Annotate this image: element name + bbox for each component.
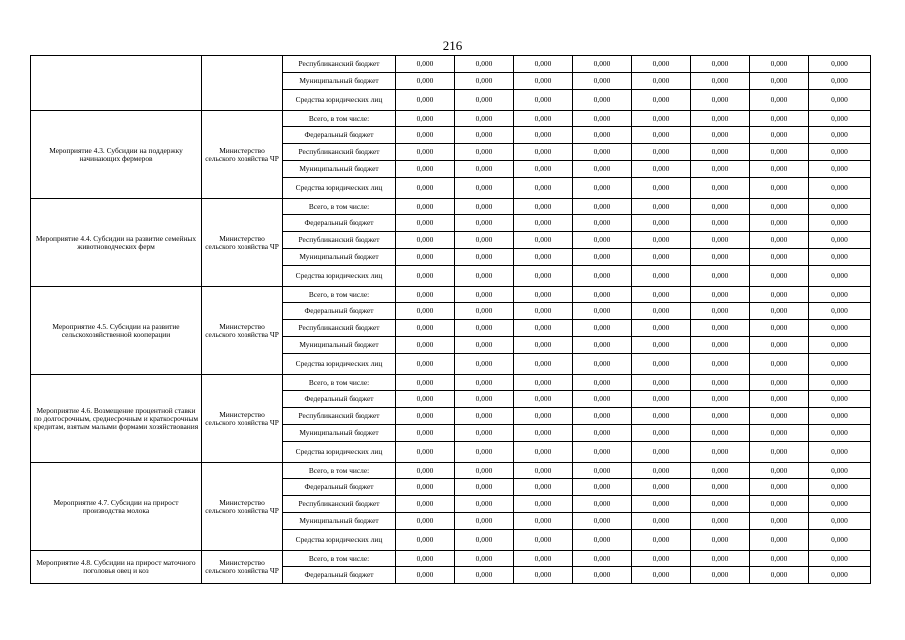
table-row xyxy=(31,199,871,215)
funding-source-federal: Федеральный бюджет xyxy=(283,215,396,232)
value-cell: 0,000 xyxy=(396,530,455,551)
value-cell: 0,000 xyxy=(750,375,809,391)
value-cell: 0,000 xyxy=(632,408,691,425)
funding-source-federal: Федеральный бюджет xyxy=(283,479,396,496)
value-cell: 0,000 xyxy=(573,551,632,567)
value-cell: 0,000 xyxy=(632,303,691,320)
page-number: 216 xyxy=(442,38,463,53)
value-cell: 0,000 xyxy=(691,144,750,161)
value-cell: 0,000 xyxy=(750,303,809,320)
funding-source-republic: Республиканский бюджет xyxy=(283,232,396,249)
table-row xyxy=(31,375,871,391)
value-cell: 0,000 xyxy=(750,354,809,375)
value-cell: 0,000 xyxy=(455,215,514,232)
funding-source-republic: Республиканский бюджет xyxy=(283,496,396,513)
value-cell: 0,000 xyxy=(691,249,750,266)
value-cell: 0,000 xyxy=(691,303,750,320)
funding-source-total: Всего, в том числе: xyxy=(283,551,396,567)
executor: Министерство сельского хозяйства ЧР xyxy=(202,199,283,287)
value-cell: 0,000 xyxy=(514,90,573,111)
value-cell: 0,000 xyxy=(514,199,573,215)
value-cell: 0,000 xyxy=(632,425,691,442)
value-cell: 0,000 xyxy=(514,337,573,354)
funding-source-legal: Средства юридических лиц xyxy=(283,178,396,199)
funding-source-republic: Республиканский бюджет xyxy=(283,408,396,425)
value-cell: 0,000 xyxy=(809,425,871,442)
value-cell: 0,000 xyxy=(573,375,632,391)
value-cell: 0,000 xyxy=(691,56,750,73)
value-cell: 0,000 xyxy=(809,266,871,287)
value-cell: 0,000 xyxy=(455,375,514,391)
value-cell: 0,000 xyxy=(396,266,455,287)
value-cell: 0,000 xyxy=(691,408,750,425)
value-cell: 0,000 xyxy=(396,199,455,215)
measure-name: Мероприятие 4.3. Субсидии на поддержку начинающих фермеров xyxy=(31,111,202,199)
value-cell: 0,000 xyxy=(809,463,871,479)
value-cell: 0,000 xyxy=(809,496,871,513)
value-cell: 0,000 xyxy=(396,232,455,249)
value-cell: 0,000 xyxy=(809,442,871,463)
value-cell: 0,000 xyxy=(396,178,455,199)
value-cell: 0,000 xyxy=(514,408,573,425)
value-cell: 0,000 xyxy=(514,442,573,463)
executor-continued xyxy=(202,56,283,111)
value-cell: 0,000 xyxy=(396,90,455,111)
funding-source-total: Всего, в том числе: xyxy=(283,111,396,127)
value-cell: 0,000 xyxy=(514,425,573,442)
value-cell: 0,000 xyxy=(750,90,809,111)
value-cell: 0,000 xyxy=(632,442,691,463)
value-cell: 0,000 xyxy=(750,530,809,551)
value-cell: 0,000 xyxy=(455,199,514,215)
value-cell: 0,000 xyxy=(691,111,750,127)
value-cell: 0,000 xyxy=(809,513,871,530)
funding-source-municipal: Муниципальный бюджет xyxy=(283,337,396,354)
measure-name: Мероприятие 4.7. Субсидии на прирост производства молока xyxy=(31,463,202,551)
value-cell: 0,000 xyxy=(691,479,750,496)
value-cell: 0,000 xyxy=(632,111,691,127)
executor: Министерство сельского хозяйства ЧР xyxy=(202,463,283,551)
value-cell: 0,000 xyxy=(455,287,514,303)
value-cell: 0,000 xyxy=(396,513,455,530)
value-cell: 0,000 xyxy=(396,127,455,144)
value-cell: 0,000 xyxy=(750,567,809,584)
measure-name: Мероприятие 4.8. Субсидии на прирост маточного поголовья овец и коз xyxy=(31,551,202,584)
value-cell: 0,000 xyxy=(396,354,455,375)
value-cell: 0,000 xyxy=(809,375,871,391)
funding-source-federal: Федеральный бюджет xyxy=(283,567,396,584)
value-cell: 0,000 xyxy=(750,337,809,354)
value-cell: 0,000 xyxy=(750,232,809,249)
value-cell: 0,000 xyxy=(809,551,871,567)
value-cell: 0,000 xyxy=(455,496,514,513)
value-cell: 0,000 xyxy=(455,249,514,266)
value-cell: 0,000 xyxy=(632,199,691,215)
value-cell: 0,000 xyxy=(632,530,691,551)
value-cell: 0,000 xyxy=(750,463,809,479)
value-cell: 0,000 xyxy=(455,90,514,111)
value-cell: 0,000 xyxy=(514,496,573,513)
value-cell: 0,000 xyxy=(514,479,573,496)
value-cell: 0,000 xyxy=(573,425,632,442)
value-cell: 0,000 xyxy=(750,320,809,337)
value-cell: 0,000 xyxy=(809,303,871,320)
value-cell: 0,000 xyxy=(573,320,632,337)
value-cell: 0,000 xyxy=(514,530,573,551)
value-cell: 0,000 xyxy=(750,56,809,73)
value-cell: 0,000 xyxy=(514,249,573,266)
value-cell: 0,000 xyxy=(573,215,632,232)
value-cell: 0,000 xyxy=(632,567,691,584)
value-cell: 0,000 xyxy=(632,249,691,266)
funding-source-legal: Средства юридических лиц xyxy=(283,90,396,111)
value-cell: 0,000 xyxy=(632,551,691,567)
value-cell: 0,000 xyxy=(396,144,455,161)
value-cell: 0,000 xyxy=(750,215,809,232)
value-cell: 0,000 xyxy=(809,161,871,178)
value-cell: 0,000 xyxy=(691,442,750,463)
value-cell: 0,000 xyxy=(396,567,455,584)
value-cell: 0,000 xyxy=(809,232,871,249)
value-cell: 0,000 xyxy=(455,513,514,530)
value-cell: 0,000 xyxy=(750,266,809,287)
value-cell: 0,000 xyxy=(514,73,573,90)
value-cell: 0,000 xyxy=(396,496,455,513)
value-cell: 0,000 xyxy=(455,551,514,567)
value-cell: 0,000 xyxy=(809,73,871,90)
value-cell: 0,000 xyxy=(691,375,750,391)
value-cell: 0,000 xyxy=(691,127,750,144)
value-cell: 0,000 xyxy=(514,567,573,584)
value-cell: 0,000 xyxy=(809,391,871,408)
value-cell: 0,000 xyxy=(750,513,809,530)
value-cell: 0,000 xyxy=(691,354,750,375)
value-cell: 0,000 xyxy=(514,303,573,320)
value-cell: 0,000 xyxy=(691,178,750,199)
value-cell: 0,000 xyxy=(514,215,573,232)
value-cell: 0,000 xyxy=(573,463,632,479)
table-row xyxy=(31,56,871,73)
funding-source-republic: Республиканский бюджет xyxy=(283,144,396,161)
value-cell: 0,000 xyxy=(809,567,871,584)
funding-source-legal: Средства юридических лиц xyxy=(283,442,396,463)
value-cell: 0,000 xyxy=(396,56,455,73)
value-cell: 0,000 xyxy=(573,111,632,127)
value-cell: 0,000 xyxy=(455,463,514,479)
value-cell: 0,000 xyxy=(396,215,455,232)
value-cell: 0,000 xyxy=(455,144,514,161)
value-cell: 0,000 xyxy=(750,127,809,144)
value-cell: 0,000 xyxy=(632,232,691,249)
value-cell: 0,000 xyxy=(396,111,455,127)
value-cell: 0,000 xyxy=(691,199,750,215)
value-cell: 0,000 xyxy=(809,320,871,337)
value-cell: 0,000 xyxy=(514,127,573,144)
value-cell: 0,000 xyxy=(750,287,809,303)
value-cell: 0,000 xyxy=(396,287,455,303)
value-cell: 0,000 xyxy=(750,391,809,408)
funding-source-legal: Средства юридических лиц xyxy=(283,266,396,287)
table-row xyxy=(31,287,871,303)
value-cell: 0,000 xyxy=(750,161,809,178)
value-cell: 0,000 xyxy=(455,567,514,584)
value-cell: 0,000 xyxy=(573,408,632,425)
value-cell: 0,000 xyxy=(750,551,809,567)
value-cell: 0,000 xyxy=(514,391,573,408)
value-cell: 0,000 xyxy=(396,73,455,90)
value-cell: 0,000 xyxy=(455,303,514,320)
value-cell: 0,000 xyxy=(396,425,455,442)
funding-source-total: Всего, в том числе: xyxy=(283,199,396,215)
value-cell: 0,000 xyxy=(809,178,871,199)
value-cell: 0,000 xyxy=(691,161,750,178)
value-cell: 0,000 xyxy=(809,90,871,111)
value-cell: 0,000 xyxy=(809,56,871,73)
value-cell: 0,000 xyxy=(632,161,691,178)
value-cell: 0,000 xyxy=(632,354,691,375)
value-cell: 0,000 xyxy=(455,127,514,144)
value-cell: 0,000 xyxy=(691,337,750,354)
funding-source-republic: Республиканский бюджет xyxy=(283,320,396,337)
value-cell: 0,000 xyxy=(514,178,573,199)
value-cell: 0,000 xyxy=(573,530,632,551)
funding-source-federal: Федеральный бюджет xyxy=(283,127,396,144)
value-cell: 0,000 xyxy=(573,442,632,463)
value-cell: 0,000 xyxy=(455,232,514,249)
value-cell: 0,000 xyxy=(573,90,632,111)
value-cell: 0,000 xyxy=(691,551,750,567)
value-cell: 0,000 xyxy=(632,513,691,530)
value-cell: 0,000 xyxy=(632,144,691,161)
value-cell: 0,000 xyxy=(573,391,632,408)
value-cell: 0,000 xyxy=(455,391,514,408)
value-cell: 0,000 xyxy=(691,266,750,287)
value-cell: 0,000 xyxy=(809,408,871,425)
value-cell: 0,000 xyxy=(809,215,871,232)
value-cell: 0,000 xyxy=(750,249,809,266)
value-cell: 0,000 xyxy=(750,178,809,199)
value-cell: 0,000 xyxy=(573,232,632,249)
value-cell: 0,000 xyxy=(750,479,809,496)
value-cell: 0,000 xyxy=(514,144,573,161)
value-cell: 0,000 xyxy=(455,178,514,199)
table-row xyxy=(31,111,871,127)
value-cell: 0,000 xyxy=(573,354,632,375)
value-cell: 0,000 xyxy=(455,161,514,178)
funding-source-legal: Средства юридических лиц xyxy=(283,530,396,551)
value-cell: 0,000 xyxy=(632,266,691,287)
value-cell: 0,000 xyxy=(573,127,632,144)
funding-source-municipal: Муниципальный бюджет xyxy=(283,73,396,90)
value-cell: 0,000 xyxy=(750,111,809,127)
value-cell: 0,000 xyxy=(691,215,750,232)
value-cell: 0,000 xyxy=(691,232,750,249)
value-cell: 0,000 xyxy=(691,496,750,513)
value-cell: 0,000 xyxy=(750,496,809,513)
value-cell: 0,000 xyxy=(809,479,871,496)
value-cell: 0,000 xyxy=(691,73,750,90)
value-cell: 0,000 xyxy=(573,303,632,320)
value-cell: 0,000 xyxy=(632,73,691,90)
value-cell: 0,000 xyxy=(573,513,632,530)
value-cell: 0,000 xyxy=(632,496,691,513)
value-cell: 0,000 xyxy=(809,354,871,375)
value-cell: 0,000 xyxy=(809,287,871,303)
funding-source-republic: Республиканский бюджет xyxy=(283,56,396,73)
value-cell: 0,000 xyxy=(573,144,632,161)
value-cell: 0,000 xyxy=(396,463,455,479)
table-row xyxy=(31,551,871,567)
funding-source-total: Всего, в том числе: xyxy=(283,287,396,303)
value-cell: 0,000 xyxy=(455,320,514,337)
value-cell: 0,000 xyxy=(573,337,632,354)
value-cell: 0,000 xyxy=(632,320,691,337)
value-cell: 0,000 xyxy=(750,73,809,90)
value-cell: 0,000 xyxy=(632,90,691,111)
value-cell: 0,000 xyxy=(514,463,573,479)
value-cell: 0,000 xyxy=(396,551,455,567)
value-cell: 0,000 xyxy=(573,249,632,266)
value-cell: 0,000 xyxy=(632,463,691,479)
funding-source-legal: Средства юридических лиц xyxy=(283,354,396,375)
value-cell: 0,000 xyxy=(750,199,809,215)
value-cell: 0,000 xyxy=(632,215,691,232)
funding-source-total: Всего, в том числе: xyxy=(283,375,396,391)
value-cell: 0,000 xyxy=(396,375,455,391)
value-cell: 0,000 xyxy=(691,513,750,530)
executor: Министерство сельского хозяйства ЧР xyxy=(202,375,283,463)
value-cell: 0,000 xyxy=(632,337,691,354)
value-cell: 0,000 xyxy=(455,442,514,463)
value-cell: 0,000 xyxy=(809,530,871,551)
value-cell: 0,000 xyxy=(691,463,750,479)
value-cell: 0,000 xyxy=(514,161,573,178)
budget-table xyxy=(30,55,871,584)
value-cell: 0,000 xyxy=(455,73,514,90)
value-cell: 0,000 xyxy=(573,56,632,73)
value-cell: 0,000 xyxy=(691,530,750,551)
value-cell: 0,000 xyxy=(455,111,514,127)
value-cell: 0,000 xyxy=(809,337,871,354)
value-cell: 0,000 xyxy=(573,287,632,303)
value-cell: 0,000 xyxy=(514,320,573,337)
value-cell: 0,000 xyxy=(809,127,871,144)
value-cell: 0,000 xyxy=(573,567,632,584)
value-cell: 0,000 xyxy=(750,144,809,161)
value-cell: 0,000 xyxy=(632,56,691,73)
value-cell: 0,000 xyxy=(750,408,809,425)
value-cell: 0,000 xyxy=(573,73,632,90)
value-cell: 0,000 xyxy=(455,530,514,551)
value-cell: 0,000 xyxy=(396,320,455,337)
value-cell: 0,000 xyxy=(573,479,632,496)
funding-source-municipal: Муниципальный бюджет xyxy=(283,161,396,178)
value-cell: 0,000 xyxy=(809,249,871,266)
funding-source-municipal: Муниципальный бюджет xyxy=(283,513,396,530)
funding-source-total: Всего, в том числе: xyxy=(283,463,396,479)
value-cell: 0,000 xyxy=(396,249,455,266)
value-cell: 0,000 xyxy=(514,551,573,567)
value-cell: 0,000 xyxy=(632,375,691,391)
value-cell: 0,000 xyxy=(750,442,809,463)
funding-source-federal: Федеральный бюджет xyxy=(283,303,396,320)
value-cell: 0,000 xyxy=(455,354,514,375)
measure-name-continued xyxy=(31,56,202,111)
value-cell: 0,000 xyxy=(632,391,691,408)
executor: Министерство сельского хозяйства ЧР xyxy=(202,287,283,375)
value-cell: 0,000 xyxy=(396,442,455,463)
value-cell: 0,000 xyxy=(750,425,809,442)
value-cell: 0,000 xyxy=(632,287,691,303)
value-cell: 0,000 xyxy=(514,266,573,287)
value-cell: 0,000 xyxy=(396,408,455,425)
value-cell: 0,000 xyxy=(455,425,514,442)
value-cell: 0,000 xyxy=(573,161,632,178)
table-row xyxy=(31,463,871,479)
value-cell: 0,000 xyxy=(455,479,514,496)
value-cell: 0,000 xyxy=(691,425,750,442)
value-cell: 0,000 xyxy=(809,144,871,161)
value-cell: 0,000 xyxy=(455,408,514,425)
value-cell: 0,000 xyxy=(691,90,750,111)
value-cell: 0,000 xyxy=(455,56,514,73)
value-cell: 0,000 xyxy=(573,178,632,199)
value-cell: 0,000 xyxy=(514,354,573,375)
value-cell: 0,000 xyxy=(514,513,573,530)
value-cell: 0,000 xyxy=(514,232,573,249)
value-cell: 0,000 xyxy=(455,337,514,354)
value-cell: 0,000 xyxy=(396,303,455,320)
value-cell: 0,000 xyxy=(809,199,871,215)
value-cell: 0,000 xyxy=(573,199,632,215)
value-cell: 0,000 xyxy=(455,266,514,287)
value-cell: 0,000 xyxy=(396,479,455,496)
funding-source-municipal: Муниципальный бюджет xyxy=(283,425,396,442)
value-cell: 0,000 xyxy=(691,320,750,337)
executor: Министерство сельского хозяйства ЧР xyxy=(202,111,283,199)
value-cell: 0,000 xyxy=(573,266,632,287)
value-cell: 0,000 xyxy=(514,111,573,127)
value-cell: 0,000 xyxy=(396,161,455,178)
value-cell: 0,000 xyxy=(396,337,455,354)
funding-source-federal: Федеральный бюджет xyxy=(283,391,396,408)
value-cell: 0,000 xyxy=(809,111,871,127)
value-cell: 0,000 xyxy=(632,479,691,496)
measure-name: Мероприятие 4.6. Возмещение процентной ставки по долгосрочным, среднесрочным и краткосрочным кредитам, взятым малыми формами хозяйствования xyxy=(31,375,202,463)
value-cell: 0,000 xyxy=(691,567,750,584)
value-cell: 0,000 xyxy=(396,391,455,408)
value-cell: 0,000 xyxy=(514,56,573,73)
value-cell: 0,000 xyxy=(514,375,573,391)
measure-name: Мероприятие 4.5. Субсидии на развитие сельскохозяйственной кооперации xyxy=(31,287,202,375)
value-cell: 0,000 xyxy=(573,496,632,513)
value-cell: 0,000 xyxy=(632,127,691,144)
value-cell: 0,000 xyxy=(691,391,750,408)
value-cell: 0,000 xyxy=(632,178,691,199)
value-cell: 0,000 xyxy=(691,287,750,303)
value-cell: 0,000 xyxy=(514,287,573,303)
executor: Министерство сельского хозяйства ЧР xyxy=(202,551,283,584)
funding-source-municipal: Муниципальный бюджет xyxy=(283,249,396,266)
measure-name: Мероприятие 4.4. Субсидии на развитие семейных животноводческих ферм xyxy=(31,199,202,287)
